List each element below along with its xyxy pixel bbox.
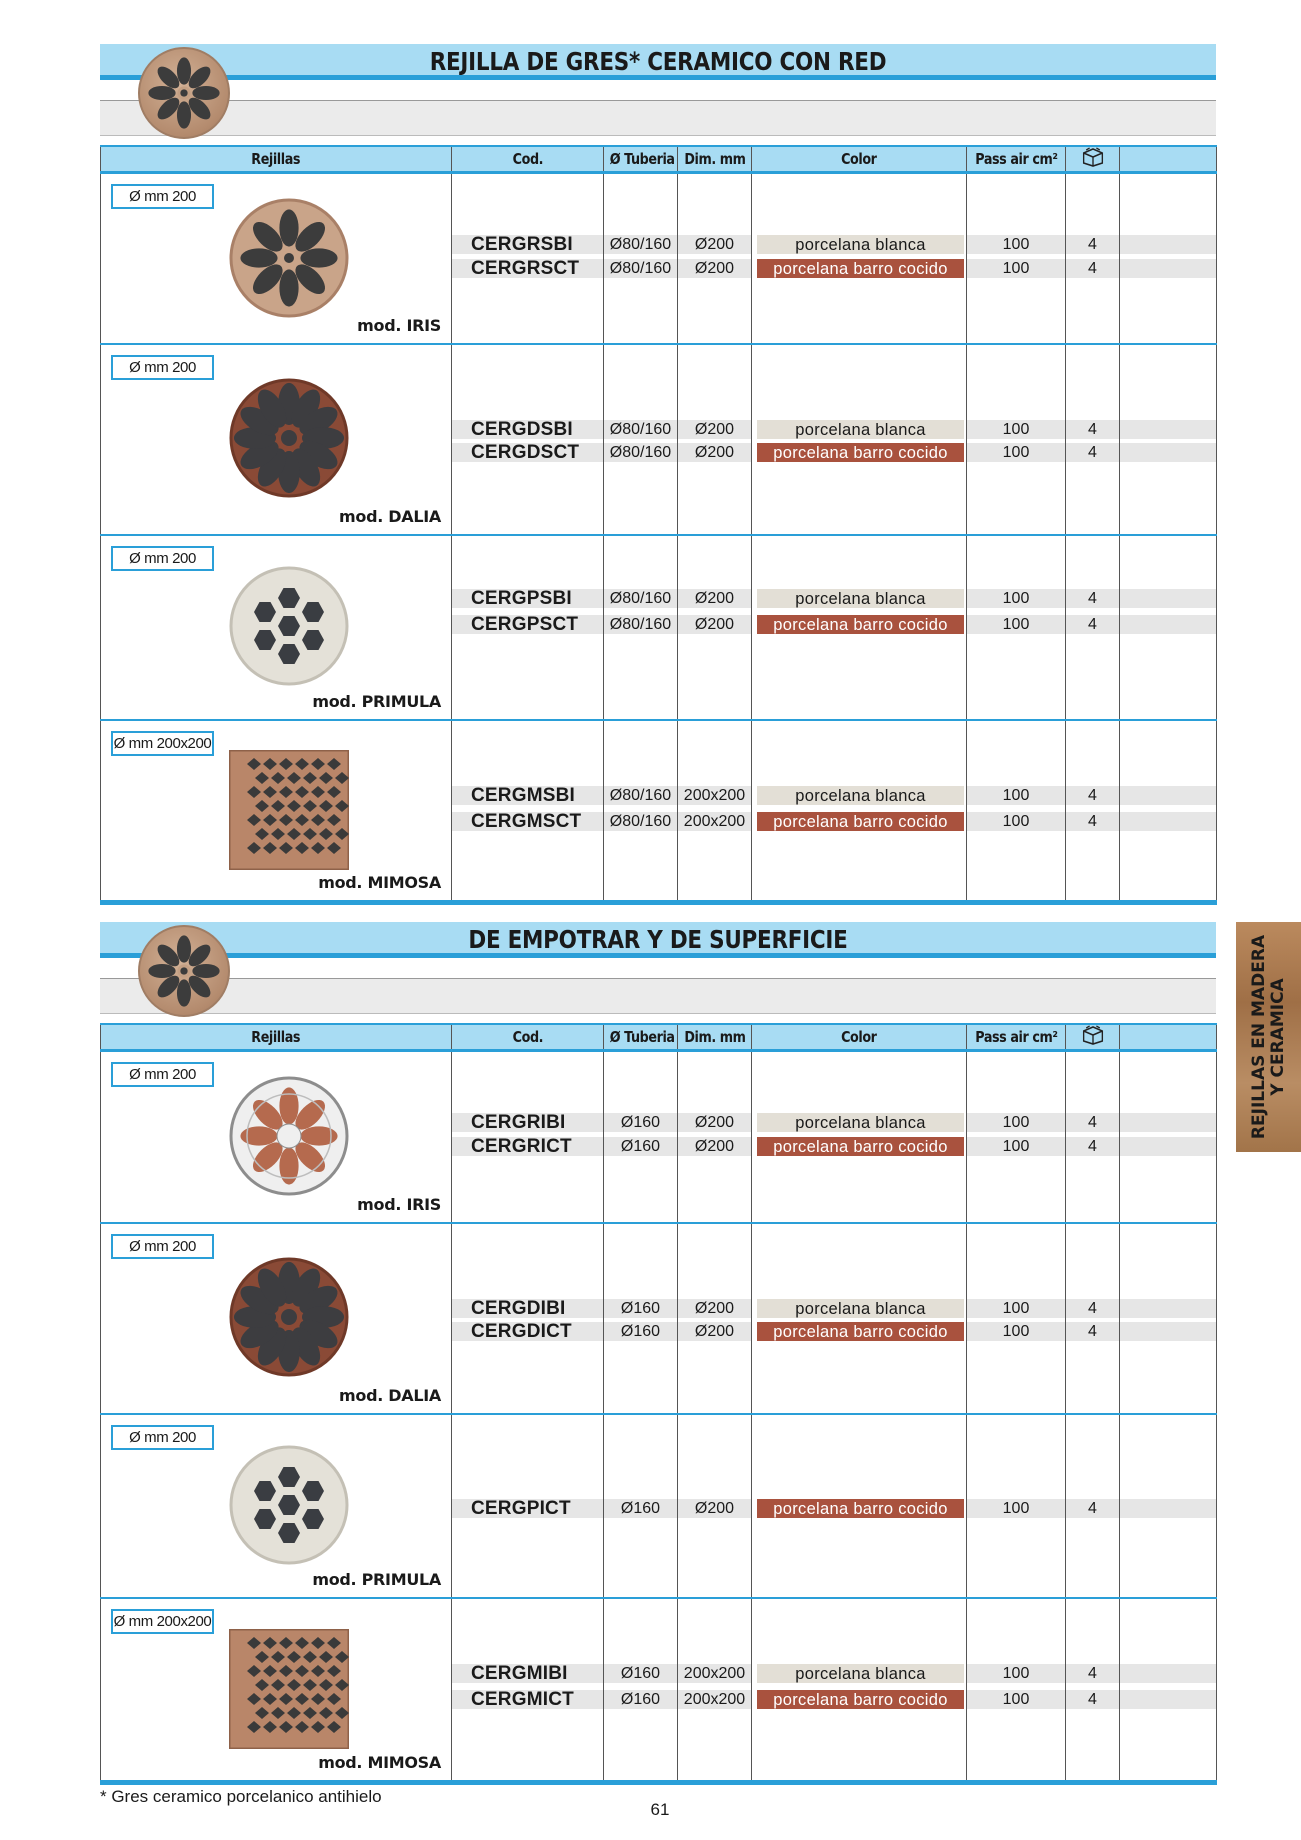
cell-qty [1066,720,1120,903]
row-stripe [1120,589,1216,608]
cell-tuberia [604,1598,678,1783]
color-chip-white: porcelana blanca [757,1664,964,1683]
cell-color [752,1223,967,1414]
cell-pass [967,173,1066,344]
color-chip-white: porcelana blanca [757,420,964,439]
value-tuberia: Ø160 [620,1114,661,1131]
product-image-cell [101,1051,452,1223]
cell-tuberia [604,173,678,344]
color-chip-terra: porcelana barro cocido [757,1499,964,1518]
value-tuberia: Ø80/160 [609,615,672,633]
color-chip-terra: porcelana barro cocido [757,443,964,462]
table-row [101,720,1217,903]
col-box [1066,146,1120,173]
value-pass: 100 [1002,1664,1030,1682]
grille-thumbnail-primula-white [229,566,349,691]
size-label: Ø mm 200x200 [111,1609,214,1634]
value-pass: 100 [1002,1499,1030,1517]
product-image-cell [101,1598,452,1783]
page-number: 61 [650,1800,670,1819]
value-tuberia: Ø160 [620,1499,661,1517]
cell-tuberia [604,344,678,535]
value-qty: 4 [1088,260,1097,277]
value-dim: 200x200 [683,1690,746,1708]
product-image-cell [101,1223,452,1414]
product-table-1 [100,145,1217,905]
table-row [101,173,1217,344]
cell-code [452,1223,604,1414]
cell-qty [1066,173,1120,344]
value-tuberia: Ø80/160 [609,786,672,804]
cell-color [752,173,967,344]
value-code: CERGPICT [471,1497,571,1519]
cell-dim [678,344,752,535]
col-pass-air: Pass air cm² [967,1024,1066,1051]
cell-extra [1120,1598,1217,1783]
model-name: mod. IRIS [357,315,441,335]
cell-pass [967,1598,1066,1783]
cell-color [752,1051,967,1223]
row-stripe [1120,235,1216,254]
cell-code [452,1414,604,1598]
size-label: Ø mm 200 [111,1062,214,1087]
cell-code [452,1051,604,1223]
value-qty: 4 [1088,1499,1097,1517]
cell-extra [1120,173,1217,344]
col-cod: Cod. [452,1024,604,1051]
cell-color [752,1414,967,1598]
grille-thumbnail-mimosa-square [229,750,349,875]
color-chip-terra: porcelana barro cocido [757,615,964,634]
color-chip-white: porcelana blanca [757,1113,964,1132]
value-pass: 100 [1002,786,1030,804]
table-header [101,1024,1217,1051]
value-pass: 100 [1002,443,1030,461]
col-box [1066,1024,1120,1051]
cell-code [452,344,604,535]
grille-thumbnail-mimosa-square [229,1629,349,1754]
value-pass: 100 [1002,1138,1030,1155]
value-code: CERGDIBI [471,1297,566,1319]
cell-pass [967,535,1066,720]
table-row [101,1598,1217,1783]
value-qty: 4 [1088,1690,1097,1708]
section-title: REJILLA DE GRES* CERAMICO CON RED [429,47,887,76]
value-tuberia: Ø80/160 [609,420,672,438]
value-code: CERGRICT [471,1136,572,1157]
value-dim: 200x200 [683,1664,746,1682]
value-qty: 4 [1088,1299,1097,1317]
col-color: Color [752,146,967,173]
cell-qty [1066,1598,1120,1783]
value-dim: Ø200 [694,1299,735,1317]
cell-pass [967,1414,1066,1598]
value-qty: 4 [1088,1114,1097,1131]
table-row [101,1414,1217,1598]
value-dim: Ø200 [694,420,735,438]
value-pass: 100 [1002,420,1030,438]
value-qty: 4 [1088,1322,1097,1340]
value-pass: 100 [1002,260,1030,277]
value-qty: 4 [1088,786,1097,804]
value-pass: 100 [1002,1299,1030,1317]
cell-extra [1120,720,1217,903]
col-extra [1120,146,1217,173]
value-tuberia: Ø80/160 [609,260,672,277]
cell-tuberia [604,535,678,720]
grille-thumbnail-iris-white [229,1076,349,1201]
table-row [101,344,1217,535]
value-code: CERGDICT [471,1320,572,1342]
col-color: Color [752,1024,967,1051]
cell-pass [967,1051,1066,1223]
cell-code [452,720,604,903]
table-row [101,1051,1217,1223]
value-code: CERGMSCT [471,810,582,832]
grille-thumbnail-dalia-terracotta [229,1257,349,1382]
value-dim: 200x200 [683,812,746,830]
section-badge-grille [138,47,230,139]
row-stripe [1120,1137,1216,1156]
value-qty: 4 [1088,443,1097,461]
value-tuberia: Ø80/160 [609,443,672,461]
cell-color [752,720,967,903]
value-code: CERGMIBI [471,1662,568,1684]
col-pass-air: Pass air cm² [967,146,1066,173]
value-dim: Ø200 [694,236,735,253]
value-code: CERGRIBI [471,1112,566,1133]
section-subband [100,978,1216,1014]
color-chip-white: porcelana blanca [757,235,964,254]
grille-thumbnail-primula-white [229,1445,349,1570]
table-row [101,535,1217,720]
col-rejillas: Rejillas [101,1024,452,1051]
cell-dim [678,720,752,903]
model-name: mod. DALIA [339,506,441,526]
row-stripe [1120,1690,1216,1709]
grille-thumbnail-iris-terracotta [229,198,349,323]
cell-dim [678,1598,752,1783]
value-code: CERGMSBI [471,784,575,806]
value-tuberia: Ø160 [620,1138,661,1155]
cell-tuberia [604,1051,678,1223]
size-label: Ø mm 200 [111,355,214,380]
value-code: CERGPSCT [471,613,579,635]
value-dim: Ø200 [694,1322,735,1340]
col-cod: Cod. [452,146,604,173]
size-label: Ø mm 200 [111,1234,214,1259]
cell-qty [1066,535,1120,720]
cell-qty [1066,1414,1120,1598]
cell-dim [678,535,752,720]
size-label: Ø mm 200 [111,184,214,209]
row-stripe [1120,1113,1216,1132]
cell-tuberia [604,720,678,903]
value-code: CERGPSBI [471,587,572,609]
value-pass: 100 [1002,589,1030,607]
product-image-cell [101,173,452,344]
cell-color [752,1598,967,1783]
cell-tuberia [604,1223,678,1414]
row-stripe [1120,615,1216,634]
value-qty: 4 [1088,589,1097,607]
cell-qty [1066,1223,1120,1414]
value-code: CERGMICT [471,1688,574,1710]
model-name: mod. DALIA [339,1385,441,1405]
model-name: mod. MIMOSA [318,873,441,892]
cell-color [752,535,967,720]
box-icon [1081,1025,1105,1049]
value-pass: 100 [1002,236,1030,253]
cell-extra [1120,1051,1217,1223]
col-tuberia: Ø Tuberia [604,1024,678,1051]
section-badge-grille [138,925,230,1017]
model-name: mod. MIMOSA [318,1753,441,1772]
cell-extra [1120,1223,1217,1414]
row-stripe [1120,259,1216,278]
product-image-cell [101,344,452,535]
value-qty: 4 [1088,615,1097,633]
cell-extra [1120,1414,1217,1598]
model-name: mod. PRIMULA [312,1569,441,1589]
value-tuberia: Ø80/160 [609,236,672,253]
cell-dim [678,1223,752,1414]
color-chip-white: porcelana blanca [757,786,964,805]
product-image-cell [101,720,452,903]
cell-color [752,344,967,535]
value-qty: 4 [1088,1664,1097,1682]
value-dim: Ø200 [694,1114,735,1131]
value-pass: 100 [1002,1322,1030,1340]
row-stripe [1120,1322,1216,1341]
size-label: Ø mm 200 [111,546,214,571]
value-qty: 4 [1088,1138,1097,1155]
product-table-2 [100,1023,1217,1785]
col-dim: Dim. mm [678,1024,752,1051]
color-chip-terra: porcelana barro cocido [757,1137,964,1156]
value-qty: 4 [1088,812,1097,830]
color-chip-terra: porcelana barro cocido [757,259,964,278]
product-image-cell [101,1414,452,1598]
side-category-tab[interactable] [1236,922,1301,1152]
value-dim: Ø200 [694,443,735,461]
product-image-cell [101,535,452,720]
value-dim: 200x200 [683,786,746,804]
value-code: CERGDSCT [471,441,580,463]
value-pass: 100 [1002,812,1030,830]
value-code: CERGRSBI [471,234,573,255]
row-stripe [1120,1664,1216,1683]
col-dim: Dim. mm [678,146,752,173]
model-name: mod. PRIMULA [312,691,441,711]
color-chip-terra: porcelana barro cocido [757,1322,964,1341]
col-tuberia: Ø Tuberia [604,146,678,173]
value-tuberia: Ø160 [620,1299,661,1317]
cell-extra [1120,344,1217,535]
value-dim: Ø200 [694,1499,735,1517]
cell-dim [678,173,752,344]
row-stripe [1120,812,1216,831]
color-chip-terra: porcelana barro cocido [757,1690,964,1709]
row-stripe [1120,420,1216,439]
model-name: mod. IRIS [357,1194,441,1214]
value-qty: 4 [1088,420,1097,438]
cell-pass [967,1223,1066,1414]
cell-code [452,1598,604,1783]
value-pass: 100 [1002,1114,1030,1131]
cell-dim [678,1414,752,1598]
value-code: CERGDSBI [471,418,573,440]
cell-code [452,535,604,720]
value-tuberia: Ø160 [620,1322,661,1340]
value-code: CERGRSCT [471,258,580,279]
cell-pass [967,720,1066,903]
section-subband [100,100,1216,136]
color-chip-white: porcelana blanca [757,1299,964,1318]
cell-extra [1120,535,1217,720]
value-tuberia: Ø160 [620,1664,661,1682]
row-stripe [1120,443,1216,462]
value-dim: Ø200 [694,589,735,607]
cell-pass [967,344,1066,535]
size-label: Ø mm 200 [111,1425,214,1450]
row-stripe [1120,1499,1216,1518]
value-pass: 100 [1002,1690,1030,1708]
value-tuberia: Ø80/160 [609,589,672,607]
value-tuberia: Ø80/160 [609,812,672,830]
cell-qty [1066,344,1120,535]
value-pass: 100 [1002,615,1030,633]
table-header [101,146,1217,173]
cell-dim [678,1051,752,1223]
footnote: * Gres ceramico porcelanico antihielo [100,1787,382,1806]
box-icon [1081,147,1105,171]
cell-code [452,173,604,344]
value-dim: Ø200 [694,1138,735,1155]
size-label: Ø mm 200x200 [111,731,214,756]
color-chip-white: porcelana blanca [757,589,964,608]
value-dim: Ø200 [694,615,735,633]
cell-tuberia [604,1414,678,1598]
section-title: DE EMPOTRAR Y DE SUPERFICIE [468,925,848,954]
color-chip-terra: porcelana barro cocido [757,812,964,831]
cell-qty [1066,1051,1120,1223]
side-tab-label: REJILLAS EN MADERA Y CERAMICA [1248,934,1288,1140]
value-tuberia: Ø160 [620,1690,661,1708]
col-rejillas: Rejillas [101,146,452,173]
value-qty: 4 [1088,236,1097,253]
col-extra [1120,1024,1217,1051]
value-dim: Ø200 [694,260,735,277]
grille-thumbnail-dalia-terracotta [229,378,349,503]
row-stripe [1120,786,1216,805]
table-row [101,1223,1217,1414]
row-stripe [1120,1299,1216,1318]
